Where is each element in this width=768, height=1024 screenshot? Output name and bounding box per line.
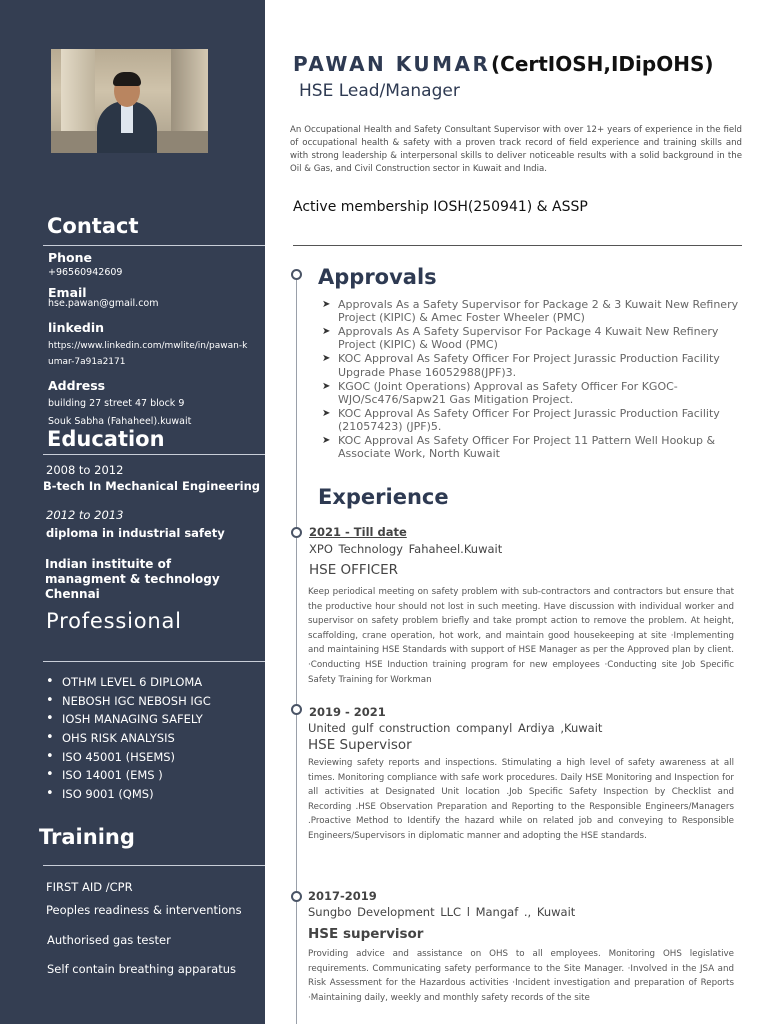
job-dates: 2017-2019 xyxy=(308,889,377,903)
training-item: Self contain breathing apparatus xyxy=(47,962,237,976)
arrow-bullet-icon: ➤ xyxy=(322,299,331,310)
training-heading: Training xyxy=(39,825,135,849)
timeline-node xyxy=(291,527,302,538)
job-company: XPO Technology Fahaheel.Kuwait xyxy=(309,542,503,556)
edu2-degree: diploma in industrial safety xyxy=(46,526,225,540)
profile-summary: An Occupational Health and Safety Consultant Supervisor with over 12+ years of experience in the field of occupational health & safety with a proven track record of field experience and training skills and with strong leadership & interpersonal skills to deliver noticeable results with a solid background in the Oil & Gas, and Civil Construction sector in Kuwait and India. xyxy=(290,125,742,174)
approval-item: ➤ KGOC (Joint Operations) Approval as Safety Officer For KGOC-WJO/Sc476/Sapw21 Gas Mitigation Project. xyxy=(322,379,678,406)
arrow-bullet-icon: ➤ xyxy=(322,434,331,446)
arrow-bullet-icon: ➤ xyxy=(322,326,331,338)
approval-item: ➤ KOC Approval As Safety Officer For Project 11 Pattern Well Hookup & Associate Work, North Kuwait xyxy=(322,433,716,461)
professional-item: • OHS RISK ANALYSIS xyxy=(46,729,211,748)
training-item: Peoples readiness & interventions xyxy=(46,903,242,917)
job-title: HSE Supervisor xyxy=(308,737,412,753)
job-role: HSE Lead/Manager xyxy=(299,81,460,101)
sidebar xyxy=(0,0,265,1024)
professional-item: • ISO 45001 (HSEMS) xyxy=(46,748,211,767)
address-line-2: Souk Sabha (Fahaheel).kuwait xyxy=(48,416,192,427)
address-line-1: building 27 street 47 block 9 xyxy=(48,398,185,409)
approvals-heading: Approvals xyxy=(318,265,437,289)
linkedin-label: linkedin xyxy=(48,320,105,335)
training-item: Authorised gas tester xyxy=(47,933,171,947)
approval-item: ➤ Approvals As a Safety Supervisor for Package 2 & 3 Kuwait New Refinery Project (KIPIC) & Amec Foster Wheeler (PMC) xyxy=(322,298,739,325)
phone-label: Phone xyxy=(48,250,93,265)
approval-item: ➤ KOC Approval As Safety Officer For Project Jurassic Production Facility (21057423) (JPF)5. xyxy=(322,406,720,434)
job-description: Keep periodical meeting on safety problem with sub-contractors and contractors but ensure that the productive hour should not lost in such meeting. Have discussion with individual worker and supervisor on safety problem briefly and take prompt action to remove the problem. At height, scaffolding, crane operation, hot work, and maintain good housekeeping at site ·Implementing and maintaining HSE Standards with support of HSE Manager as per the Approved plan by client. ·Conducting HSE Induction training program for new employees ·Conducting site Job Specific Safety Training for Workman xyxy=(308,587,734,685)
linkedin-link[interactable]: https://www.linkedin.com/mwlite/in/pawan-kumar-7a91a2171 xyxy=(48,341,248,367)
arrow-bullet-icon: ➤ xyxy=(322,407,331,419)
professional-item: • IOSH MANAGING SAFELY xyxy=(46,710,211,729)
edu2-years: 2012 to 2013 xyxy=(46,508,124,522)
email-value[interactable]: hse.pawan@gmail.com xyxy=(48,298,159,309)
education-heading: Education xyxy=(47,427,165,451)
contact-divider xyxy=(43,245,265,246)
membership-line: Active membership IOSH(250941) & ASSP xyxy=(293,199,588,215)
profile-photo xyxy=(51,49,208,153)
job-dates: 2019 - 2021 xyxy=(309,705,386,719)
timeline-node xyxy=(291,891,302,902)
job-dates: 2021 - Till date xyxy=(309,525,407,539)
professional-item: • OTHM LEVEL 6 DIPLOMA xyxy=(46,673,211,692)
timeline-line xyxy=(296,275,297,1024)
edu2-institute: Indian instituite of managment & technology Chennai xyxy=(45,557,220,601)
candidate-name: PAWAN KUMAR xyxy=(293,52,491,76)
professional-divider xyxy=(43,661,265,662)
professional-item: • ISO 14001 (EMS ) xyxy=(46,766,211,785)
timeline-node xyxy=(291,704,302,715)
certifications: (CertIOSH,IDipOHS) xyxy=(491,52,714,76)
approvals-list xyxy=(322,298,752,461)
arrow-bullet-icon: ➤ xyxy=(322,380,331,392)
approval-item: ➤ KOC Approval As Safety Officer For Project Jurassic Production Facility Upgrade Phase 16052988(JPF)3. xyxy=(322,352,720,379)
job-description: Reviewing safety reports and inspections. Stimulating a high level of safety awareness at all times. Monitoring compliance with safe work procedures. Daily HSE Monitoring and Inspection for all activities at Designated Unit location .Job Specific Safety Inspection by Checklist and Recording .HSE Observation Preparation and Reporting to the Responsible Engineers/Managers .Proactive Method to Identify the hazard while on related job and conveying to Responsible Engineers/Supervisors in diplomatic manner and adopting the HSE standards. xyxy=(308,758,734,841)
address-label: Address xyxy=(48,378,106,393)
arrow-bullet-icon: ➤ xyxy=(322,353,331,365)
header-divider xyxy=(293,245,742,246)
timeline-node xyxy=(291,269,302,280)
job-company: Sungbo Development LLC l Mangaf ., Kuwait xyxy=(308,905,576,919)
contact-heading: Contact xyxy=(47,214,139,238)
job-company: United gulf construction companyl Ardiya ,Kuwait xyxy=(308,721,603,735)
job-title: HSE supervisor xyxy=(308,926,424,942)
professional-item: • NEBOSH IGC NEBOSH IGC xyxy=(46,692,211,711)
professional-list xyxy=(46,673,211,804)
professional-item: • ISO 9001 (QMS) xyxy=(46,785,211,804)
training-divider xyxy=(43,865,265,866)
training-item: FIRST AID /CPR xyxy=(46,880,133,894)
experience-heading: Experience xyxy=(318,485,449,509)
professional-heading: Professional xyxy=(46,609,182,633)
email-label: Email xyxy=(48,285,87,300)
edu1-years: 2008 to 2012 xyxy=(46,463,124,477)
education-divider xyxy=(43,454,265,455)
job-description: Providing advice and assistance on OHS to all employees. Monitoring OHS legislative requirements. Communicating safety performance to the Site Manager. ·Involved in the JSA and Risk Assessment for the Hazardous activities ·Incident investigation and preparation of Reports ·Maintaining daily, weekly and monthly safety records of the site xyxy=(308,949,734,1003)
edu1-degree: B-tech In Mechanical Engineering xyxy=(43,479,261,493)
phone-value: +96560942609 xyxy=(48,267,123,278)
job-title: HSE OFFICER xyxy=(309,562,399,578)
approval-item: ➤ Approvals As A Safety Supervisor For Package 4 Kuwait New Refinery Project (KIPIC) & Wood (PMC) xyxy=(322,325,719,352)
